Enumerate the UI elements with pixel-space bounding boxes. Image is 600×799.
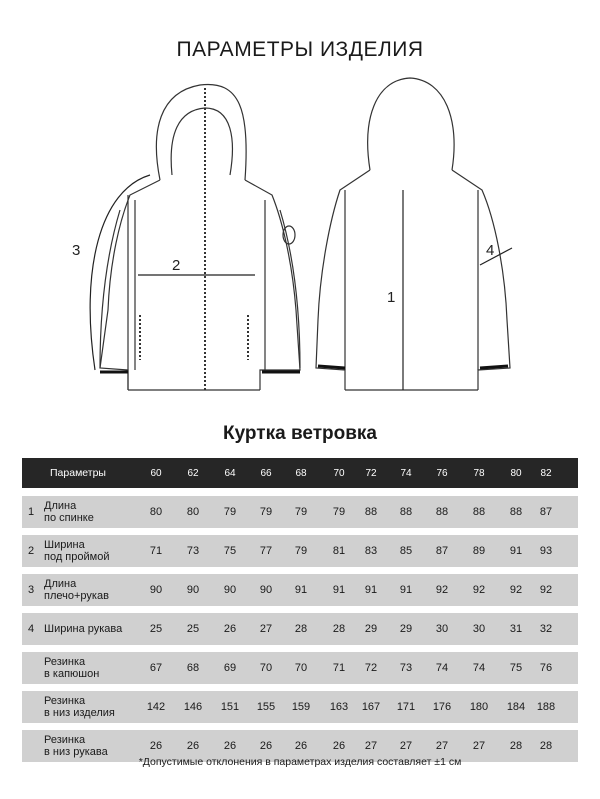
table-header	[22, 458, 578, 488]
table-cell: 25	[186, 623, 200, 635]
table-cell: 91	[364, 584, 378, 596]
table-cell: 74	[435, 662, 449, 674]
table-cell: 25	[149, 623, 163, 635]
table-row	[22, 574, 578, 606]
table-cell: 26	[186, 740, 200, 752]
measure-label-2: 2	[172, 257, 181, 274]
table-cell: 75	[509, 662, 523, 674]
table-cell: 28	[294, 623, 308, 635]
table-cell: 79	[223, 506, 237, 518]
table-cell: 87	[539, 506, 553, 518]
table-cell: 26	[294, 740, 308, 752]
table-cell: 188	[536, 701, 556, 713]
table-cell: 79	[332, 506, 346, 518]
row-label: Ширина под проймой	[44, 539, 110, 563]
table-cell: 180	[469, 701, 489, 713]
table-cell: 27	[364, 740, 378, 752]
size-table	[22, 458, 578, 762]
table-cell: 79	[294, 545, 308, 557]
table-cell: 27	[435, 740, 449, 752]
table-cell: 69	[223, 662, 237, 674]
row-number: 3	[28, 584, 35, 596]
table-cell: 31	[509, 623, 523, 635]
table-cell: 88	[364, 506, 378, 518]
table-cell: 30	[472, 623, 486, 635]
size-header-cell: 80	[510, 467, 522, 479]
table-cell: 163	[329, 701, 349, 713]
table-cell: 71	[332, 662, 346, 674]
table-cell: 28	[332, 623, 346, 635]
table-cell: 29	[364, 623, 378, 635]
table-row	[22, 691, 578, 723]
table-cell: 26	[149, 740, 163, 752]
table-cell: 90	[186, 584, 200, 596]
table-cell: 93	[539, 545, 553, 557]
row-label: Длина плечо+рукав	[44, 578, 109, 602]
table-row	[22, 652, 578, 684]
table-cell: 92	[435, 584, 449, 596]
table-cell: 88	[509, 506, 523, 518]
header-label: Параметры	[50, 467, 106, 479]
size-header-cell: 74	[400, 467, 412, 479]
table-cell: 80	[149, 506, 163, 518]
jacket-drawing	[0, 70, 600, 410]
table-cell: 92	[539, 584, 553, 596]
table-cell: 90	[223, 584, 237, 596]
measure-label-1: 1	[387, 289, 396, 306]
row-label: Резинка в капюшон	[44, 656, 100, 680]
table-row	[22, 613, 578, 645]
table-cell: 91	[294, 584, 308, 596]
size-header-cell: 68	[295, 467, 307, 479]
size-header-cell: 78	[473, 467, 485, 479]
table-cell: 73	[186, 545, 200, 557]
table-cell: 28	[509, 740, 523, 752]
table-cell: 29	[399, 623, 413, 635]
table-cell: 81	[332, 545, 346, 557]
table-cell: 77	[259, 545, 273, 557]
table-cell: 79	[294, 506, 308, 518]
table-cell: 155	[256, 701, 276, 713]
table-cell: 90	[149, 584, 163, 596]
page-title: ПАРАМЕТРЫ ИЗДЕЛИЯ	[176, 38, 424, 61]
table-cell: 159	[291, 701, 311, 713]
row-label: Резинка в низ изделия	[44, 695, 115, 719]
size-header-cell: 76	[436, 467, 448, 479]
table-cell: 70	[259, 662, 273, 674]
size-header-cell: 62	[187, 467, 199, 479]
table-cell: 26	[332, 740, 346, 752]
table-cell: 91	[509, 545, 523, 557]
table-cell: 88	[472, 506, 486, 518]
table-cell: 32	[539, 623, 553, 635]
row-number: 1	[28, 506, 35, 518]
table-cell: 176	[432, 701, 452, 713]
row-label: Длина по спинке	[44, 500, 94, 524]
table-cell: 88	[435, 506, 449, 518]
table-cell: 80	[186, 506, 200, 518]
table-cell: 68	[186, 662, 200, 674]
table-cell: 79	[259, 506, 273, 518]
table-row	[22, 496, 578, 528]
table-cell: 27	[259, 623, 273, 635]
table-cell: 87	[435, 545, 449, 557]
table-cell: 83	[364, 545, 378, 557]
table-cell: 26	[223, 623, 237, 635]
table-cell: 142	[146, 701, 166, 713]
table-cell: 92	[509, 584, 523, 596]
table-cell: 71	[149, 545, 163, 557]
table-cell: 26	[223, 740, 237, 752]
table-cell: 88	[399, 506, 413, 518]
size-header-cell: 64	[224, 467, 236, 479]
table-cell: 73	[399, 662, 413, 674]
table-cell: 85	[399, 545, 413, 557]
table-cell: 70	[294, 662, 308, 674]
size-header-cell: 82	[540, 467, 552, 479]
table-cell: 76	[539, 662, 553, 674]
product-subtitle: Куртка ветровка	[223, 423, 377, 444]
table-cell: 91	[399, 584, 413, 596]
table-cell: 27	[399, 740, 413, 752]
table-cell: 91	[332, 584, 346, 596]
table-cell: 146	[183, 701, 203, 713]
table-row	[22, 535, 578, 567]
table-cell: 171	[396, 701, 416, 713]
table-cell: 92	[472, 584, 486, 596]
table-cell: 75	[223, 545, 237, 557]
table-cell: 90	[259, 584, 273, 596]
measure-label-4: 4	[486, 242, 495, 259]
table-cell: 28	[539, 740, 553, 752]
table-cell: 30	[435, 623, 449, 635]
table-cell: 167	[361, 701, 381, 713]
tolerance-note: *Допустимые отклонения в параметрах изделия составляет ±1 см	[138, 756, 462, 768]
size-header-cell: 70	[333, 467, 345, 479]
table-cell: 184	[506, 701, 526, 713]
table-cell: 26	[259, 740, 273, 752]
size-header-cell: 66	[260, 467, 272, 479]
table-cell: 67	[149, 662, 163, 674]
table-cell: 27	[472, 740, 486, 752]
row-number: 4	[28, 623, 35, 635]
table-cell: 72	[364, 662, 378, 674]
size-header-cell: 60	[150, 467, 162, 479]
table-cell: 89	[472, 545, 486, 557]
row-label: Резинка в низ рукава	[44, 734, 108, 758]
size-header-cell: 72	[365, 467, 377, 479]
table-cell: 151	[220, 701, 240, 713]
row-number: 2	[28, 545, 35, 557]
row-label: Ширина рукава	[44, 623, 123, 635]
table-cell: 74	[472, 662, 486, 674]
measure-label-3: 3	[72, 242, 81, 259]
